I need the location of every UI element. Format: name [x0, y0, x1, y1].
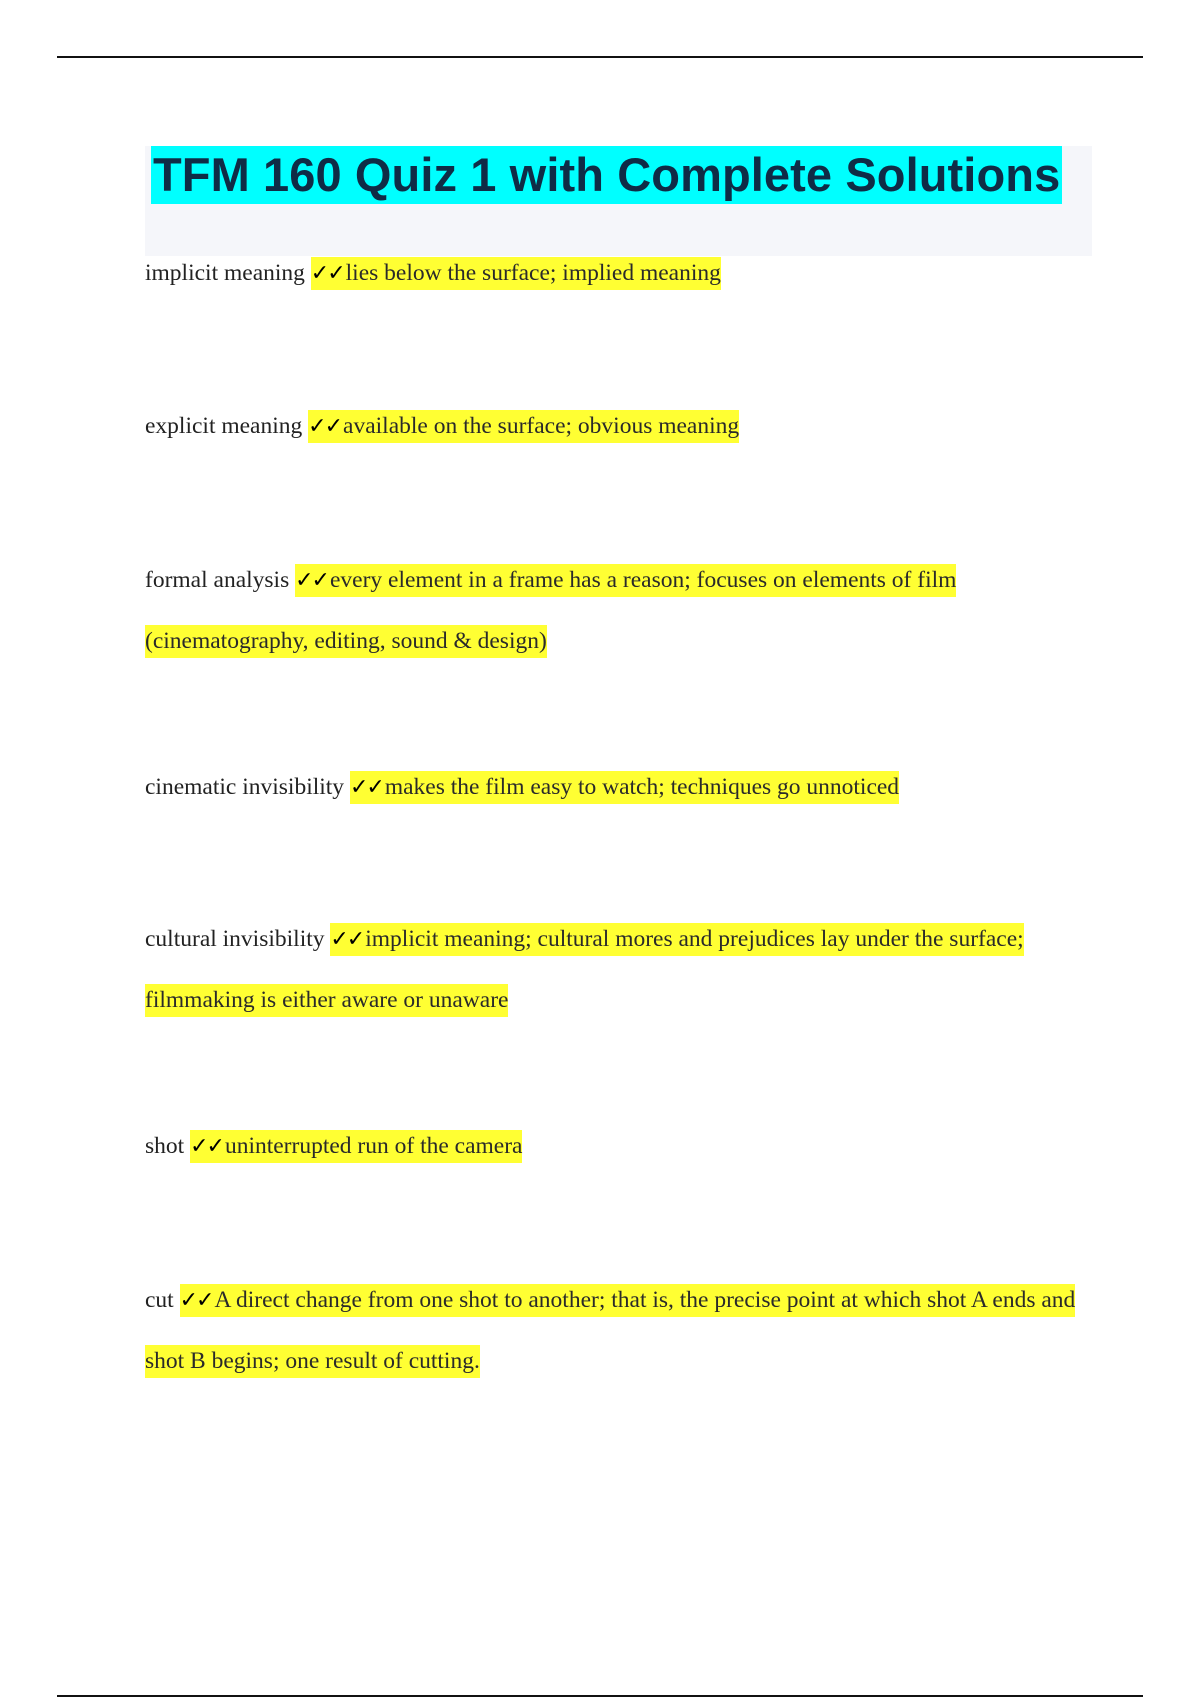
entry-answer-highlight — [145, 1284, 1075, 1378]
entry-answer: A direct change from one shot to another; that is, the precise point at which shot A ends and shot B begins; one result of cutting. — [145, 1287, 1076, 1374]
qa-entry-cut — [145, 1270, 1095, 1392]
qa-entry-cultural-invisibility — [145, 909, 1095, 1031]
double-check-icon: ✓✓ — [295, 568, 328, 593]
entry-answer-highlight — [311, 257, 721, 290]
entry-answer: uninterrupted run of the camera — [224, 1133, 523, 1159]
qa-entry-implicit-meaning — [145, 243, 1095, 304]
entry-term: cut — [145, 1287, 174, 1313]
entry-term: implicit meaning — [145, 260, 305, 286]
entry-answer: every element in a frame has a reason; focuses on elements of film (cinematography, editing, sound & design) — [145, 567, 957, 654]
entry-answer-highlight — [190, 1130, 522, 1163]
entry-term: formal analysis — [145, 567, 290, 593]
qa-entry-shot — [145, 1116, 1095, 1177]
double-check-icon: ✓✓ — [330, 927, 364, 952]
double-check-icon: ✓✓ — [308, 414, 342, 439]
qa-entry-formal-analysis — [145, 550, 1095, 672]
qa-entry-cinematic-invisibility — [145, 757, 1095, 818]
entry-answer: makes the film easy to watch; techniques go unnoticed — [384, 774, 900, 800]
entry-term: cinematic invisibility — [145, 774, 345, 800]
double-check-icon: ✓✓ — [179, 1288, 213, 1313]
entry-answer-highlight — [350, 771, 899, 804]
document-title: TFM 160 Quiz 1 with Complete Solutions — [151, 146, 1062, 204]
entry-term: explicit meaning — [145, 413, 303, 439]
entry-answer: lies below the surface; implied meaning — [345, 260, 721, 286]
double-check-icon: ✓✓ — [349, 775, 383, 800]
double-check-icon: ✓✓ — [190, 1134, 223, 1159]
qa-entry-explicit-meaning — [145, 396, 1095, 457]
top-rule — [57, 56, 1143, 58]
entry-term: shot — [145, 1133, 185, 1159]
entry-answer: implicit meaning; cultural mores and prejudices lay under the surface; filmmaking is either aware or unaware — [145, 926, 1024, 1013]
entry-answer: available on the surface; obvious meaning — [343, 413, 740, 439]
double-check-icon: ✓✓ — [310, 261, 344, 286]
entry-term: cultural invisibility — [145, 926, 325, 952]
bottom-rule — [57, 1695, 1143, 1697]
entry-answer-highlight — [308, 410, 739, 443]
